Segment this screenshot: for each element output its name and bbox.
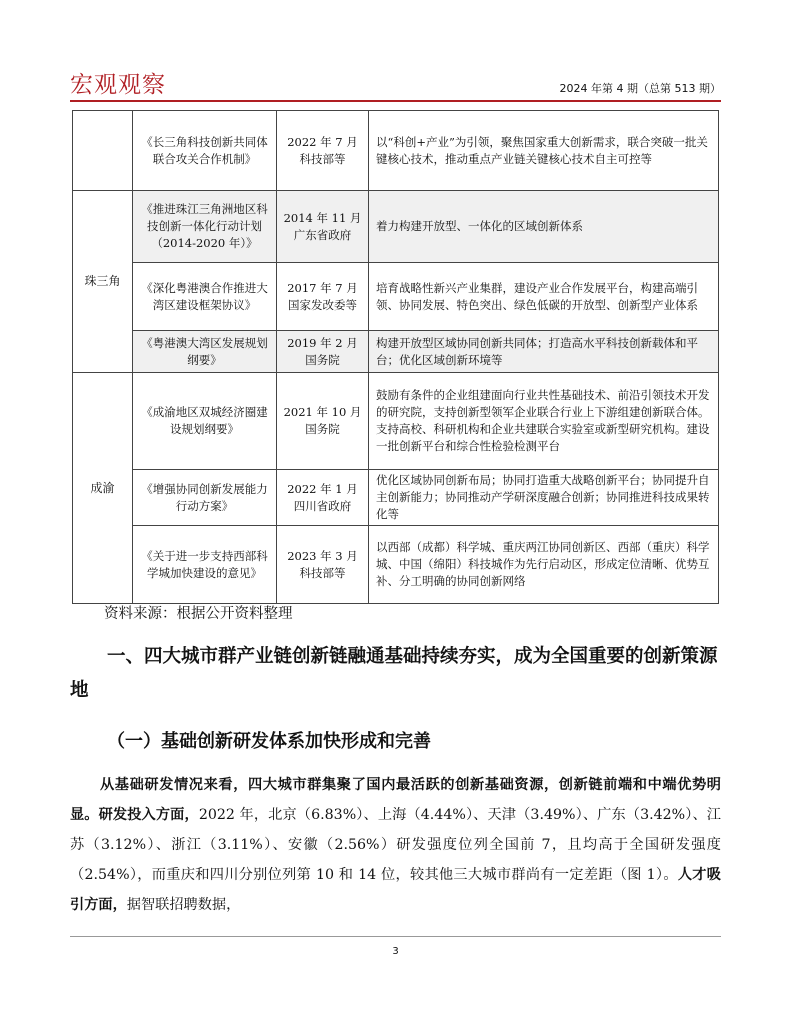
table-row xyxy=(73,111,719,191)
policy-content: 着力构建开放型、一体化的区域创新体系 xyxy=(369,191,719,263)
region-cell: 珠三角 xyxy=(73,191,133,373)
body-paragraph xyxy=(70,770,721,920)
paragraph-lead: 从基础研发情况来看，四大城市群集聚了国内最活跃的创新基础资源，创新链前端和中端优势明显。 xyxy=(70,777,721,823)
document-name: 《推进珠江三角洲地区科技创新一体化行动计划（2014-2020 年）》 xyxy=(133,191,277,263)
issue-date-agency: 2017 年 7 月 国家发改委等 xyxy=(277,263,369,331)
policy-content: 以“科创+产业”为引领，聚焦国家重大创新需求，联合突破一批关键核心技术，推动重点产业链关键核心技术自主可控等 xyxy=(369,111,719,191)
table-row xyxy=(73,373,719,470)
document-name: 《成渝地区双城经济圈建设规划纲要》 xyxy=(133,373,277,470)
policy-content: 构建开放型区域协同创新共同体；打造高水平科技创新载体和平台；优化区域创新环境等 xyxy=(369,331,719,373)
publication-title: 宏观观察 xyxy=(70,72,166,98)
paragraph-text-rd: 2022 年，北京（6.83%）、上海（4.44%）、天津（3.49%）、广东（3.42%）、江苏（3.12%）、浙江（3.11%）、安徽（2.56%）研发强度位列全国前 7，且均高于全国研发强度（2.54%），而重庆和四川分别位列第 10 和 14 位，较其他三大城市群尚有一定差距（图 1）。 xyxy=(70,807,721,883)
policy-table xyxy=(72,110,719,604)
region-cell: 成渝 xyxy=(73,373,133,604)
issue-date-agency: 2022 年 7 月 科技部等 xyxy=(277,111,369,191)
table-row xyxy=(73,470,719,526)
paragraph-text-talent: 据智联招聘数据， xyxy=(126,897,241,913)
document-name: 《长三角科技创新共同体联合攻关合作机制》 xyxy=(133,111,277,191)
document-name: 《深化粤港澳合作推进大湾区建设框架协议》 xyxy=(133,263,277,331)
document-name: 《粤港澳大湾区发展规划纲要》 xyxy=(133,331,277,373)
issue-date-agency: 2014 年 11 月 广东省政府 xyxy=(277,191,369,263)
policy-content: 鼓励有条件的企业组建面向行业共性基础技术、前沿引领技术开发的研究院，支持创新型领军企业联合行业上下游组建创新联合体。支持高校、科研机构和企业共建联合实验室或新型研究机构。建设一批创新平台和综合性检验检测平台 xyxy=(369,373,719,470)
header-divider xyxy=(70,100,721,102)
table-row xyxy=(73,331,719,373)
policy-content: 以西部（成都）科学城、重庆两江协同创新区、西部（重庆）科学城、中国（绵阳）科技城作为先行启动区，形成定位清晰、优势互补、分工明确的协同创新网络 xyxy=(369,526,719,604)
paragraph-label-talent: 人才吸引方面， xyxy=(70,867,721,913)
issue-date-agency: 2022 年 1 月 四川省政府 xyxy=(277,470,369,526)
footer-divider xyxy=(70,936,721,937)
subsection-heading: （一）基础创新研发体系加快形成和完善 xyxy=(107,731,431,752)
issue-date-agency: 2021 年 10 月 国务院 xyxy=(277,373,369,470)
policy-content: 优化区域协同创新布局；协同打造重大战略创新平台；协同提升自主创新能力；协同推动产学研深度融合创新；协同推进科技成果转化等 xyxy=(369,470,719,526)
section-heading: 一、四大城市群产业链创新链融通基础持续夯实，成为全国重要的创新策源地 xyxy=(70,646,718,701)
region-cell-empty xyxy=(73,111,133,191)
table-row xyxy=(73,191,719,263)
document-name: 《关于进一步支持西部科学城加快建设的意见》 xyxy=(133,526,277,604)
table-row xyxy=(73,263,719,331)
paragraph-label-rd: 研发投入方面， xyxy=(98,807,199,823)
table-source-note: 资料来源：根据公开资料整理 xyxy=(104,606,293,622)
table-row xyxy=(73,526,719,604)
issue-number: 2024 年第 4 期（总第 513 期） xyxy=(559,82,721,95)
page-number: 3 xyxy=(392,946,399,957)
issue-date-agency: 2023 年 3 月 科技部等 xyxy=(277,526,369,604)
issue-date-agency: 2019 年 2 月 国务院 xyxy=(277,331,369,373)
document-name: 《增强协同创新发展能力行动方案》 xyxy=(133,470,277,526)
policy-content: 培育战略性新兴产业集群，建设产业合作发展平台，构建高端引领、协同发展、特色突出、绿色低碳的开放型、创新型产业体系 xyxy=(369,263,719,331)
